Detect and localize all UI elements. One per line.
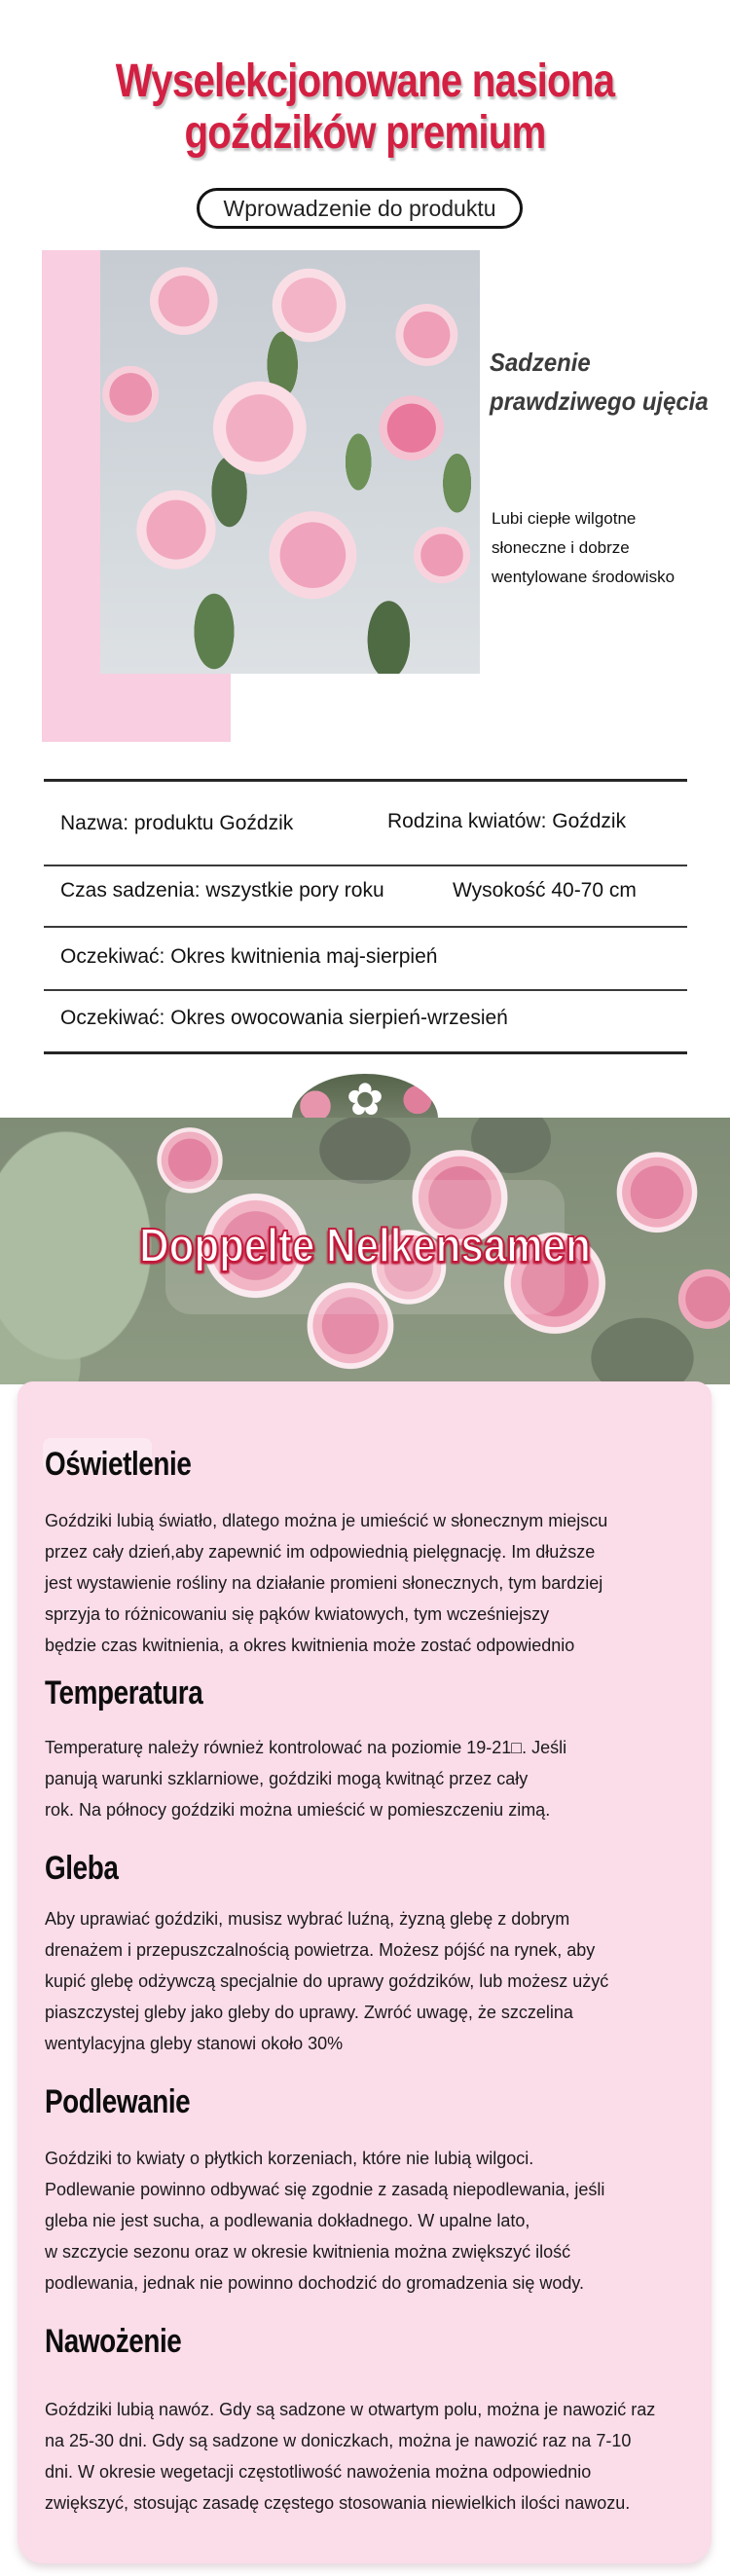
- paragraph-line: drenażem i przepuszczalnością powietrza. Możesz pójść na rynek, aby: [45, 1940, 596, 1960]
- paragraph-line: Goździki lubią światło, dlatego można je umieścić w słonecznym miejscu: [45, 1511, 608, 1530]
- section-heading-lighting: Oświetlenie: [45, 1446, 192, 1483]
- paragraph-line: w szczycie sezonu oraz w okresie kwitnienia można zwiększyć ilość: [45, 2242, 571, 2262]
- page-title: [58, 55, 672, 159]
- divider: [44, 865, 687, 866]
- divider: [44, 926, 687, 928]
- section-paragraph-fertilizing: [45, 2394, 695, 2519]
- section-heading-fertilizing: Nawożenie: [45, 2323, 182, 2360]
- flower-icon: ✿: [346, 1074, 384, 1124]
- paragraph-line: piaszczystej gleby jako gleby do uprawy. Zwróć uwagę, że szczelina: [45, 2003, 573, 2022]
- spec-flowering: Oczekiwać: Okres kwitnienia maj-sierpień: [60, 945, 438, 968]
- photo-caption-note-line: wentylowane środowisko: [492, 568, 675, 586]
- paragraph-line: rok. Na północy goździki można umieścić w pomieszczeniu zimą.: [45, 1800, 551, 1820]
- section-heading-temperature: Temperatura: [45, 1674, 203, 1711]
- product-photo: [100, 250, 480, 674]
- spec-family: Rodzina kwiatów: Goździk: [387, 810, 627, 832]
- paragraph-line: przez cały dzień,aby zapewnić im odpowiednią pielęgnację. Im dłuższe: [45, 1542, 596, 1562]
- paragraph-line: Goździki to kwiaty o płytkich korzeniach, które nie lubią wilgoci.: [45, 2149, 534, 2168]
- intro-button[interactable]: [197, 188, 523, 229]
- spec-height: Wysokość 40-70 cm: [453, 879, 637, 902]
- paragraph-line: wentylacyjna gleby stanowi około 30%: [45, 2034, 344, 2053]
- paragraph-line: Aby uprawiać goździki, musisz wybrać luźną, żyzną glebę z dobrym: [45, 1909, 570, 1929]
- hero-title: Doppelte Nelkensamen: [139, 1220, 591, 1272]
- photo-caption-heading-line1: Sadzenie: [490, 348, 591, 377]
- section-paragraph-soil: [45, 1903, 695, 2059]
- paragraph-line: dni. W okresie wegetacji częstotliwość nawożenia można odpowiednio: [45, 2462, 592, 2482]
- paragraph-line: kupić glebę odżywczą specjalnie do uprawy goździków, lub możesz użyć: [45, 1971, 609, 1991]
- photo-caption-note-line: słoneczne i dobrze: [492, 538, 630, 557]
- spec-fruiting: Oczekiwać: Okres owocowania sierpień-wrzesień: [60, 1007, 508, 1029]
- paragraph-line: sprzyja to różnicowaniu się pąków kwiatowych, tym wcześniejszy: [45, 1604, 550, 1624]
- page-title-line2: goździków premium: [184, 107, 546, 159]
- paragraph-line: panują warunki szklarniowe, goździki mogą kwitnąć przez cały: [45, 1769, 529, 1788]
- divider: [44, 1051, 687, 1054]
- paragraph-line: jest wystawienie rośliny na działanie promieni słonecznych, tym bardziej: [45, 1573, 603, 1593]
- paragraph-line: Temperaturę należy również kontrolować na poziomie 19-21□. Jeśli: [45, 1738, 567, 1757]
- section-paragraph-temperature: [45, 1732, 695, 1825]
- photo-caption-note-line: Lubi ciepłe wilgotne: [492, 509, 637, 528]
- paragraph-line: podlewania, jednak nie powinno dochodzić do gromadzenia się wody.: [45, 2273, 585, 2293]
- spec-planting: Czas sadzenia: wszystkie pory roku: [60, 879, 384, 902]
- paragraph-line: Podlewanie powinno odbywać się zgodnie z zasadą niepodlewania, jeśli: [45, 2180, 605, 2199]
- section-heading-watering: Podlewanie: [45, 2083, 191, 2120]
- divider: [44, 989, 687, 991]
- page-title-line1: Wyselekcjonowane nasiona: [115, 55, 615, 107]
- paragraph-line: Goździki lubią nawóz. Gdy są sadzone w otwartym polu, można je nawozić raz: [45, 2400, 656, 2419]
- spec-name: Nazwa: produktu Goździk: [60, 812, 294, 834]
- paragraph-line: będzie czas kwitnienia, a okres kwitnienia może zostać odpowiednio: [45, 1636, 575, 1655]
- section-paragraph-lighting: [45, 1505, 695, 1661]
- photo-caption-heading: [490, 343, 709, 421]
- section-heading-soil: Gleba: [45, 1850, 119, 1887]
- paragraph-line: gleba nie jest sucha, a podlewania dokładnego. W upalne lato,: [45, 2211, 530, 2230]
- photo-caption-heading-line2: prawdziwego ujęcia: [490, 386, 709, 416]
- divider: [44, 779, 687, 782]
- intro-button-label: Wprowadzenie do produktu: [223, 195, 496, 221]
- photo-caption-note: [492, 504, 675, 592]
- paragraph-line: zwiększyć, stosując zasadę częstego stosowania niewielkich ilości nawozu.: [45, 2493, 631, 2513]
- section-paragraph-watering: [45, 2143, 695, 2299]
- paragraph-line: na 25-30 dni. Gdy są sadzone w doniczkach, można je nawozić raz na 7-10: [45, 2431, 632, 2450]
